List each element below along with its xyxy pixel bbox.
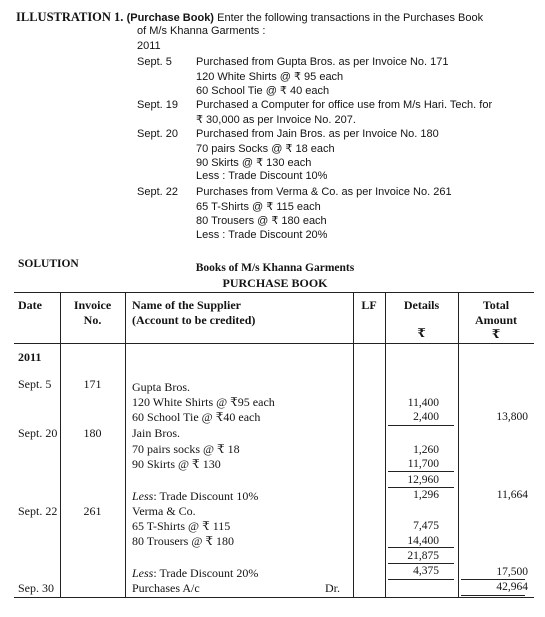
column-divider (125, 292, 126, 597)
item-line: 60 School Tie @ ₹40 each (132, 410, 261, 424)
header-total-amount: Amount (474, 313, 517, 327)
transaction-date: Sept. 20 (137, 128, 178, 140)
detail-amount: 11,400 (407, 397, 439, 409)
trade-discount-line (132, 566, 258, 581)
entry-invoice: 171 (83, 377, 102, 391)
subtotal-rule (388, 425, 454, 426)
subtotal-amount: 12,960 (407, 474, 439, 486)
total-rule (461, 579, 525, 580)
subtotal-rule (388, 487, 454, 488)
total-amount: 11,664 (496, 489, 528, 501)
transaction-line: 120 White Shirts @ ₹ 95 each (196, 71, 344, 83)
detail-amount: 14,400 (407, 535, 439, 547)
item-line: 65 T-Shirts @ ₹ 115 (132, 519, 231, 533)
header-supplier-note: (Account to be credited) (132, 313, 256, 327)
book-title: Books of M/s Khanna Garments (195, 262, 355, 274)
detail-amount: 7,475 (413, 520, 439, 532)
total-amount: 13,800 (496, 411, 528, 423)
supplier-name: Purchases A/c (132, 581, 200, 595)
transaction-date: Sept. 22 (137, 186, 178, 198)
header-lf: LF (361, 298, 377, 312)
item-line: 70 pairs socks @ ₹ 18 (132, 442, 240, 456)
debit-marker: Dr. (325, 581, 340, 595)
illustration-label: ILLUSTRATION 1. (16, 10, 124, 24)
detail-amount: 2,400 (413, 411, 439, 423)
illustration-title: (Purchase Book) (126, 12, 214, 24)
entry-date: Sep. 30 (18, 581, 54, 595)
header-invoice: Invoice (73, 298, 112, 312)
header-total-unit: ₹ (491, 327, 501, 341)
solution-label: SOLUTION (18, 258, 79, 270)
table-top-rule (14, 292, 534, 293)
subtotal-rule (388, 547, 454, 548)
table-bottom-rule (14, 597, 534, 598)
table-header-rule (14, 343, 534, 344)
entry-invoice: 261 (83, 504, 102, 518)
transaction-line: 80 Trousers @ ₹ 180 each (196, 215, 327, 227)
illustration-instruction-1: Enter the following transactions in the Purchases Book (217, 12, 484, 24)
transaction-line: 90 Skirts @ ₹ 130 each (196, 157, 312, 169)
discount-amount: 1,296 (413, 489, 439, 501)
book-subtitle: PURCHASE BOOK (222, 276, 328, 290)
trade-discount-line (132, 489, 258, 504)
transaction-date: Sept. 5 (137, 56, 172, 68)
total-double-rule (461, 595, 525, 596)
supplier-name: Verma & Co. (132, 504, 196, 518)
subtotal-rule (388, 579, 454, 580)
discount-amount: 4,375 (413, 565, 439, 577)
entry-date: Sept. 20 (18, 426, 58, 440)
item-line: 90 Skirts @ ₹ 130 (132, 457, 221, 471)
less-label: Less (132, 566, 154, 580)
supplier-name: Jain Bros. (132, 426, 180, 440)
illustration-year: 2011 (137, 40, 161, 52)
supplier-name: Gupta Bros. (132, 380, 190, 394)
table-year: 2011 (18, 350, 42, 364)
entry-invoice: 180 (83, 426, 102, 440)
header-details-unit: ₹ (417, 326, 426, 340)
header-details: Details (403, 298, 440, 312)
grand-total-amount: 42,964 (496, 581, 528, 593)
less-text: : Trade Discount 20% (153, 566, 259, 580)
subtotal-amount: 21,875 (407, 550, 439, 562)
transaction-line: Purchased from Jain Bros. as per Invoice No. 180 (196, 128, 439, 140)
transaction-line: ₹ 30,000 as per Invoice No. 207. (196, 114, 356, 126)
item-line: 80 Trousers @ ₹ 180 (132, 534, 235, 548)
less-text: : Trade Discount 10% (153, 489, 259, 503)
column-divider (60, 292, 61, 597)
illustration-heading (16, 10, 483, 25)
transaction-line: 60 School Tie @ ₹ 40 each (196, 85, 330, 97)
item-line: 120 White Shirts @ ₹95 each (132, 395, 275, 409)
detail-amount: 1,260 (413, 444, 439, 456)
transaction-line: Purchases from Verma & Co. as per Invoice No. 261 (196, 186, 452, 198)
subtotal-rule (388, 563, 454, 564)
entry-date: Sept. 5 (18, 377, 52, 391)
detail-amount: 11,700 (407, 458, 439, 470)
header-supplier: Name of the Supplier (132, 298, 241, 312)
subtotal-rule (388, 471, 454, 472)
transaction-line: Purchased a Computer for office use from M/s Hari. Tech. for (196, 99, 493, 111)
header-total: Total (482, 298, 510, 312)
total-amount: 17,500 (496, 566, 528, 578)
header-invoice-no: No. (83, 313, 102, 327)
less-label: Less (132, 489, 154, 503)
total-double-rule (461, 597, 525, 598)
entry-date: Sept. 22 (18, 504, 58, 518)
transaction-line: 70 pairs Socks @ ₹ 18 each (196, 143, 335, 155)
transaction-line: Less : Trade Discount 20% (196, 229, 328, 241)
transaction-line: 65 T-Shirts @ ₹ 115 each (196, 201, 321, 213)
transaction-date: Sept. 19 (137, 99, 178, 111)
illustration-instruction-2: of M/s Khanna Garments : (137, 25, 266, 37)
column-divider (353, 292, 354, 597)
transaction-line: Less : Trade Discount 10% (196, 170, 328, 182)
header-date: Date (18, 298, 42, 312)
transaction-line: Purchased from Gupta Bros. as per Invoice No. 171 (196, 56, 449, 68)
